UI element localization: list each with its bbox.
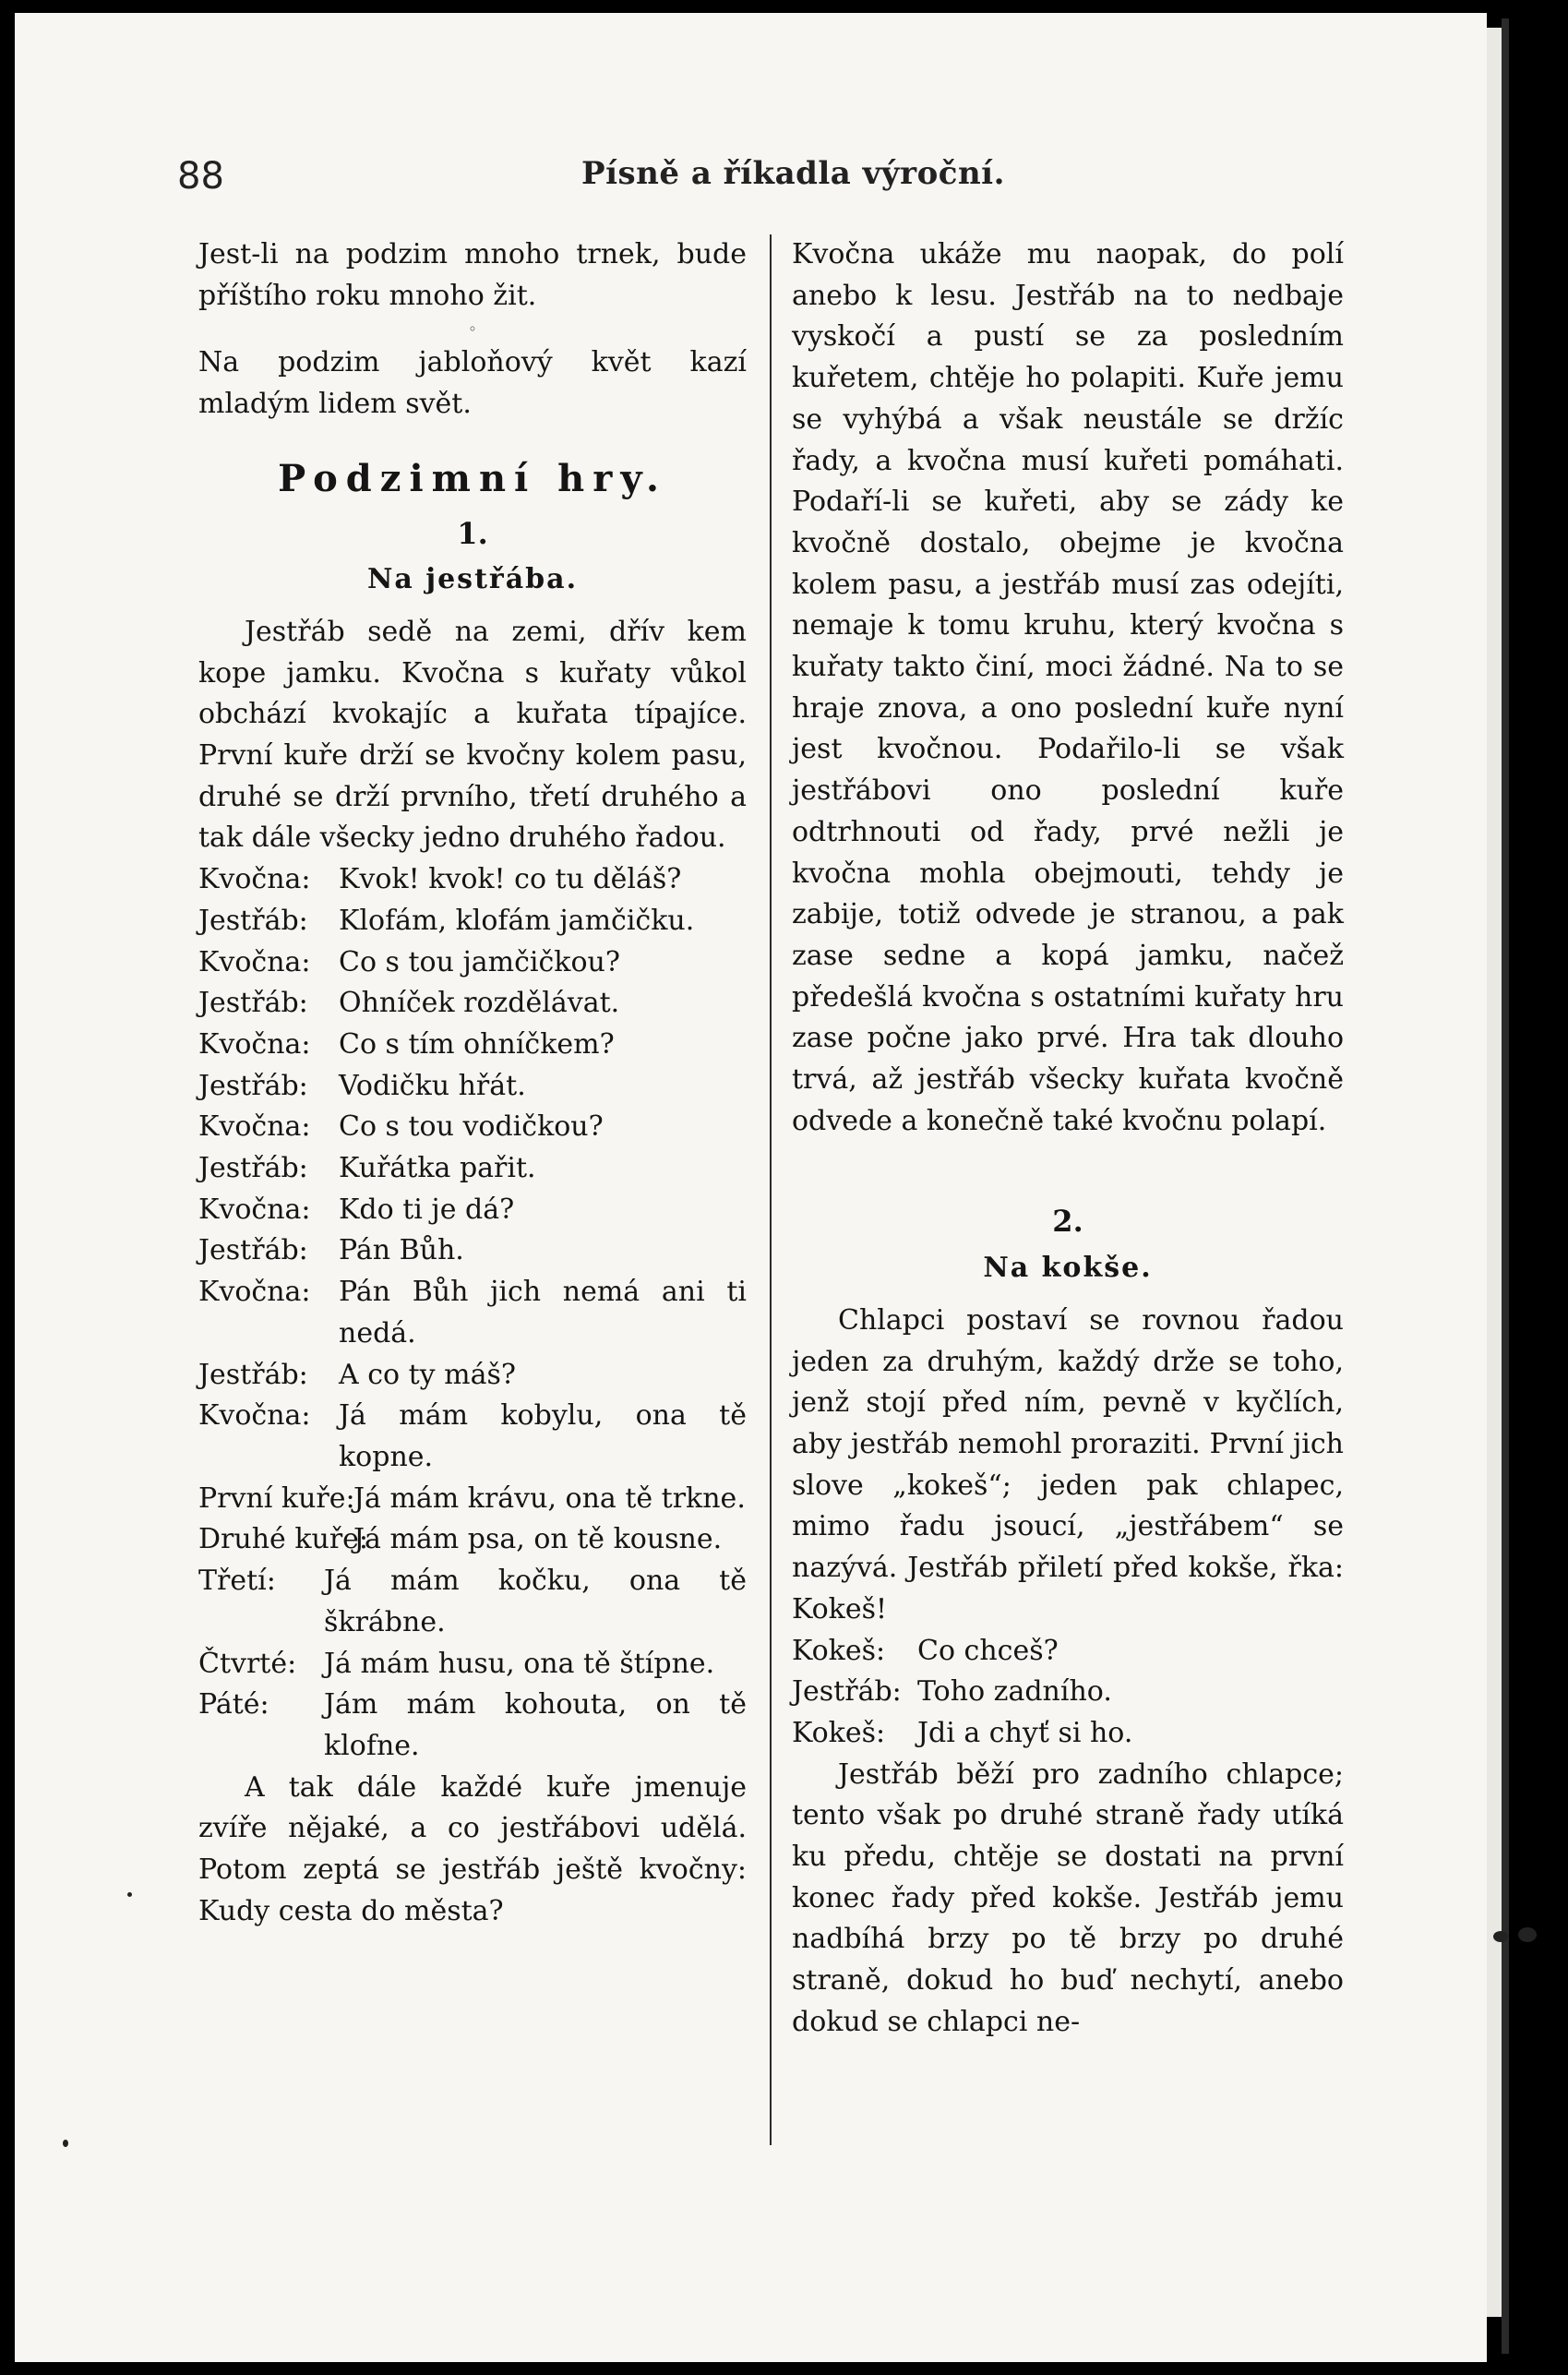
game-title: Na kokše. (983, 1252, 1153, 1285)
running-title: Písně a říkadla výroční. (581, 155, 1005, 192)
ink-speck (1493, 1931, 1508, 1942)
dialogue-line (198, 1272, 747, 1354)
line-text: Pán Bůh jich nemá ani ti nedá. (339, 1276, 747, 1349)
speaker: Jestřáb: (198, 1234, 308, 1267)
page-number: 88 (177, 155, 224, 198)
line-text: Co s tou jamčičkou? (339, 945, 620, 978)
game-number: 1. (457, 515, 488, 551)
line-text: Já mám psa, on tě kousne. (353, 1523, 723, 1556)
dialogue-line (198, 1107, 747, 1148)
line-text: Ohníček rozdělávat. (339, 987, 620, 1020)
line-text: Klofám, klofám jamčičku. (339, 904, 695, 937)
speaker: Kvočna: (198, 1110, 311, 1144)
ink-speck (127, 1892, 132, 1897)
line-text: Já mám kobylu, ona tě kopne. (339, 1399, 747, 1473)
dialogue-line (792, 1631, 1344, 1673)
speaker: Kvočna: (198, 1276, 311, 1309)
dialogue-line (198, 1148, 747, 1190)
speaker: Kokeš: (792, 1716, 886, 1749)
dialogue-line (198, 1561, 747, 1643)
page-edge (1487, 28, 1502, 2317)
speaker: Kvočna: (198, 863, 311, 896)
line-text: A co ty máš? (339, 1358, 516, 1391)
line-text: Pán Bůh. (339, 1234, 464, 1267)
speaker: První kuře: (198, 1481, 355, 1515)
proverb: Na podzim jabloňový květ kazí mladým lidem svět. (198, 346, 747, 421)
dialogue-line (198, 1519, 747, 1561)
line-text: Kuřátka pařit. (339, 1152, 536, 1185)
left-column (198, 234, 747, 1932)
speaker: Kvočna: (198, 1399, 311, 1433)
dialogue-line (198, 1190, 747, 1231)
speaker: Jestřáb: (198, 1069, 308, 1102)
speaker: Páté: (198, 1688, 269, 1721)
line-text: Co s tím ohníčkem? (339, 1027, 615, 1061)
line-text: Já mám husu, ona tě štípne. (324, 1647, 715, 1680)
dialogue (198, 859, 747, 1767)
dialogue-line (198, 1355, 747, 1397)
speaker: Jestřáb: (198, 987, 308, 1020)
speaker: Kvočna: (198, 945, 311, 978)
dialogue-line (198, 1479, 747, 1520)
dialogue-line (198, 859, 747, 901)
dialogue-line (198, 901, 747, 942)
speaker: Kokeš: (792, 1634, 886, 1667)
line-text: Toho zadního. (917, 1675, 1112, 1709)
dialogue-line (198, 1025, 747, 1066)
game-continued: Jestřáb běží pro zadního chlapce; tento však po druhé straně řady utíká ku předu, chtěje se dostati na první konec řady před kokše. Jestřáb jemu nadbíhá brzy po tě brzy po druhé straně, dokud ho buď nechytí, anebo dokud se chlapci ne- (792, 1757, 1344, 2038)
game-title: Na jestřába. (366, 563, 579, 596)
speaker: Jestřáb: (198, 1358, 308, 1391)
line-text: Co s tou vodičkou? (339, 1110, 604, 1144)
game-continued: Kvočna ukáže mu naopak, do polí anebo k lesu. Jestřáb na to nedbaje vyskočí a pustí se za posledním kuřetem, chtěje ho polapiti. Kuře jemu se vyhýbá a však neustále se držíc řady, a kvočna musí kuřeti pomáhati. Podaří-li se kuřeti, aby se zády ke kvočně dostalo, obejme je kvočna kolem pasu, a jestřáb musí zas odejíti, nemaje k tomu kruhu, který kvočna s kuřaty takto činí, moci žádné. Na to se hraje znova, a ono poslední kuře nyní jest kvočnou. Podařilo-li se však jestřábovi ono poslední kuře odtrhnouti od řady, prvé nežli je kvočna mohla obejmouti, tehdy je zabije, totiž odvede je stranou, a pak zase sedne a kopá jamku, načež předešlá kvočna s ostatními kuřaty hru zase počne jako prvé. Hra tak dlouho trvá, až jestřáb všecky kuřata kvočně odvede a konečně také kvočnu polapí. (792, 238, 1344, 1137)
line-text: Vodičku hřát. (339, 1069, 526, 1102)
proverb-separator: ◦ (468, 320, 477, 339)
game-number: 2. (1052, 1204, 1083, 1240)
proverb: Jest-li na podzim mnoho trnek, bude příštího roku mnoho žit. (198, 238, 747, 312)
dialogue-line (198, 942, 747, 984)
right-column (792, 234, 1344, 2044)
dialogue-line (198, 1396, 747, 1478)
dialogue-line (198, 1644, 747, 1685)
column-divider (770, 234, 772, 2145)
dialogue-line (792, 1713, 1344, 1755)
speaker: Čtvrté: (198, 1647, 297, 1680)
speaker: Jestřáb: (198, 1152, 308, 1185)
dialogue-line (792, 1672, 1344, 1713)
speaker: Třetí: (198, 1565, 276, 1598)
ink-speck (63, 2140, 68, 2147)
speaker: Jestřáb: (198, 904, 308, 937)
line-text: Co chceš? (917, 1634, 1059, 1667)
ink-speck (1518, 1927, 1537, 1942)
line-text: Kvok! kvok! co tu děláš? (339, 863, 682, 896)
dialogue-line (198, 1230, 747, 1272)
section-title: Podzimní hry. (278, 456, 667, 500)
dialogue-line (198, 1685, 747, 1767)
line-text: Já mám krávu, ona tě trkne. (353, 1481, 746, 1515)
line-text: Kdo ti je dá? (339, 1193, 515, 1226)
dialogue-line (198, 1066, 747, 1108)
line-text: Jám mám kohouta, on tě klofne. (324, 1688, 747, 1762)
binding-edge (1502, 18, 1509, 2354)
speaker: Kvočna: (198, 1193, 311, 1226)
line-text: Já mám kočku, ona tě škrábne. (324, 1565, 747, 1638)
game-intro: Jestřáb sedě na zemi, dřív kem kope jamku. Kvočna s kuřaty vůkol obchází kvokajíc a kuřata típajíce. První kuře drží se kvočny kolem pasu, druhé se drží prvního, třetí druhého a tak dále všecky jedno druhého řadou. (198, 615, 747, 855)
dialogue (792, 1631, 1344, 1755)
closing-paragraph: A tak dále každé kuře jmenuje zvíře nějaké, a co jestřábovi udělá. Potom zeptá se jestřáb ještě kvočny: Kudy cesta do města? (198, 1770, 747, 1927)
speaker: Jestřáb: (792, 1675, 902, 1709)
game-intro: Chlapci postaví se rovnou řadou jeden za druhým, každý drže se toho, jenž stojí před ním, pevně v kyčlích, aby jestřáb nemohl proraziti. První jich slove „kokeš“; jeden pak chlapec, mimo řadu jsoucí, „jestřábem“ se nazývá. Jestřáb přiletí před kokše, řka: Kokeš! (792, 1303, 1344, 1625)
speaker: Druhé kuře: (198, 1523, 369, 1556)
line-text: Jdi a chyť si ho. (917, 1716, 1133, 1749)
dialogue-line (198, 983, 747, 1025)
speaker: Kvočna: (198, 1027, 311, 1061)
